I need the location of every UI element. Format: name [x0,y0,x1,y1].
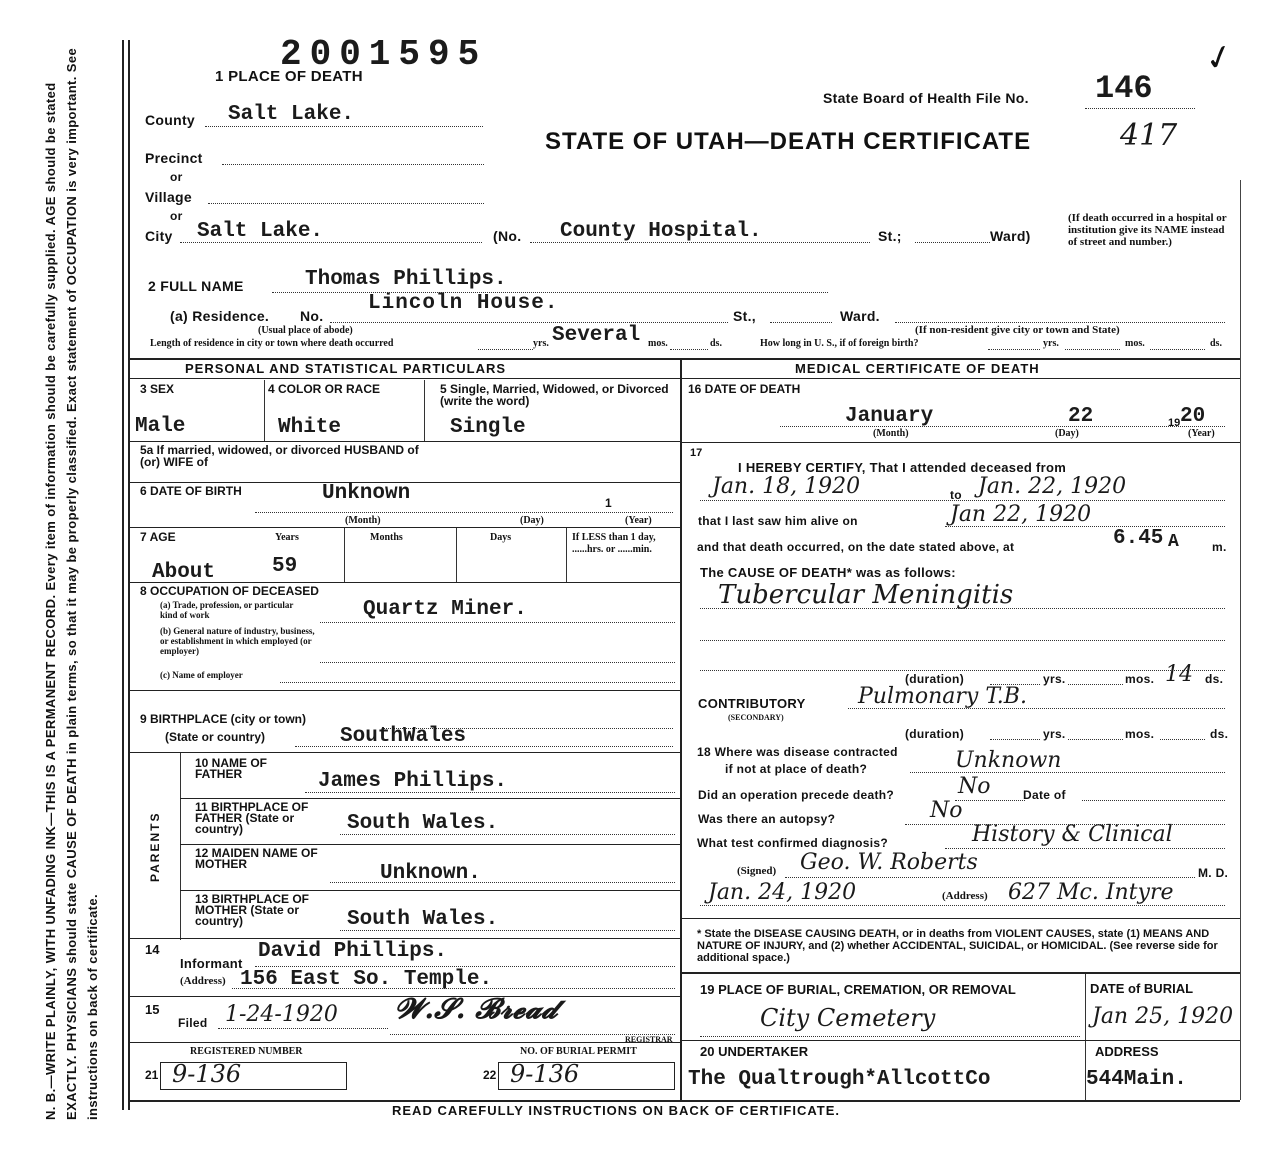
duration-mos-line [1068,684,1123,685]
age-label: 7 AGE [140,530,176,544]
row-line-9 [180,890,680,891]
father-birthplace-label: 11 BIRTHPLACE OF FATHER (State or country) [195,800,309,836]
permit-number-prefix: 22 [483,1068,497,1082]
county-line [205,126,483,127]
medical-section-title: MEDICAL CERTIFICATE OF DEATH [795,361,1040,376]
mother-birthplace-label: 13 BIRTHPLACE OF MOTHER (State or country) [195,892,310,928]
death-day-label: (Day) [1055,428,1079,439]
burial-place-line [700,1036,1080,1037]
filed-line [218,1028,388,1029]
residence-value: Lincoln House. [368,292,559,315]
dob-label: 6 DATE OF BIRTH [140,484,242,498]
village-label: Village [145,189,192,205]
occupation-a-label: (a) Trade, profession, or particular kind of work [160,600,294,620]
footer-top-line [130,1100,1240,1102]
birthplace-value: SouthWales [340,725,467,748]
ward-label: Ward) [990,228,1031,244]
num-17: 17 [690,447,703,459]
row-line-12 [130,1042,680,1043]
date-of-death-label: 16 DATE OF DEATH [688,382,801,396]
occupation-line [320,622,675,623]
marital-value: Single [450,416,526,439]
file-no-label: State Board of Health File No. [823,90,1029,106]
date-of-label: Date of [1023,788,1066,802]
row-line-10 [130,938,680,939]
duration2-yrs-line [990,739,1040,740]
usual-place-label: (Usual place of abode) [258,325,353,336]
row-line-1 [130,441,680,442]
death-day: 22 [1068,405,1094,428]
how-long-yrs-line [988,349,1040,350]
city-value: Salt Lake. [197,220,324,243]
race-label: 4 COLOR OR RACE [268,382,381,396]
dob-day-label: (Day) [520,515,544,526]
filed-date: 1-24-1920 [225,1002,338,1027]
father-name-label: 10 NAME OF FATHER [195,756,268,781]
physician-signature: Geo. W. Roberts [800,850,978,875]
undertaker-value: The Qualtrough*AllcottCo [688,1068,991,1091]
age-divider-1 [344,528,345,582]
secondary-label: (SECONDARY) [728,713,784,722]
occupation-b-line [320,662,675,663]
contracted-label-2: if not at place of death? [725,762,868,776]
sign-date: Jan. 24, 1920 [708,880,857,905]
duration-label: (duration) [905,672,964,686]
burial-permit-label: NO. OF BURIAL PERMIT [520,1046,637,1057]
parents-divider [180,753,181,940]
occupation-value: Quartz Miner. [363,598,527,621]
death-am-pm: A [1168,532,1179,552]
duration2-mos-line [1068,739,1123,740]
medical-row-line-1 [680,442,1240,443]
burial-date: Jan 25, 1920 [1092,1004,1234,1029]
attended-to: Jan. 22, 1920 [978,474,1127,499]
age-divider-3 [566,528,567,582]
contributory-label: CONTRIBUTORY [698,696,806,711]
contributory-value: Pulmonary T.B. [858,684,1027,709]
residence-line [330,322,728,323]
undertaker-address-label: ADDRESS [1095,1044,1159,1059]
date-of-burial-label: DATE of BURIAL [1090,981,1194,996]
signed-line [785,877,1195,878]
burial-place-label: 19 PLACE OF BURIAL, CREMATION, OR REMOVAL [700,982,1016,997]
cause-line-2 [700,640,1225,641]
row-line-5 [130,690,680,691]
length-yrs-line [478,349,533,350]
dob-line [255,512,673,513]
full-name-label: 2 FULL NAME [148,278,244,294]
last-saw-value: Jan 22, 1920 [950,502,1092,527]
precinct-line [222,164,484,165]
residence-st-label: St., [733,308,756,324]
row-line-8 [180,844,680,845]
length-mos-label: mos. [648,338,668,349]
section-header-line [130,378,1240,379]
undertaker-label: 20 UNDERTAKER [700,1044,809,1059]
or-label-2: or [170,209,183,223]
left-border-inner [128,40,130,1110]
registered-number-label: REGISTERED NUMBER [190,1046,303,1057]
father-birthplace-value: South Wales. [347,812,499,835]
informant-number: 14 [145,942,160,957]
margin-note: N. B.—WRITE PLAINLY, WITH UNFADING INK—THIS IS A PERMANENT RECORD. Every item of information should be carefully supplied. AGE should be stated EXACTLY. PHYSICIANS should state CAUSE OF DEATH in plain terms, so that it may be properly classified. Exact statement of OCCUPATION is very important. See instructions on back of certificate. [43,47,100,1120]
test-label: What test confirmed diagnosis? [697,836,889,850]
occupation-b-label: (b) General nature of industry, business, or establishment in which employed (or employer) [160,626,315,656]
duration2-ds-label: ds. [1210,727,1229,741]
city-label: City [145,228,173,244]
physician-address-label: (Address) [942,890,988,902]
row-line-4 [130,582,680,583]
test-line [945,848,1225,849]
footer-instructions: READ CAREFULLY INSTRUCTIONS ON BACK OF CERTIFICATE. [392,1103,840,1118]
length-yrs-label: yrs. [533,338,549,349]
birthplace-label: 9 BIRTHPLACE (city or town) [140,712,307,726]
mother-name-label: 12 MAIDEN NAME OF MOTHER [195,846,318,871]
medical-row-line-3 [680,972,1240,974]
hospital-note: (If death occurred in a hospital or institution give its NAME instead of street and number.) [1068,212,1227,248]
death-year: 20 [1180,405,1206,428]
filed-number: 15 [145,1002,160,1017]
residence-ward-line [770,322,832,323]
informant-line [255,966,675,967]
hospital-value: County Hospital. [560,220,762,243]
death-month-label: (Month) [873,428,909,439]
autopsy-label: Was there an autopsy? [698,812,836,826]
sex-race-divider [264,380,265,442]
village-line [208,203,484,204]
operation-value: No [958,774,991,799]
test-value: History & Clinical [972,822,1173,847]
date-of-line [1082,800,1225,801]
duration2-yrs-label: yrs. [1043,727,1066,741]
occupation-c-label: (c) Name of employer [160,670,243,680]
mother-name-value: Unknown. [380,862,481,885]
physician-address: 627 Mc. Intyre [1008,880,1174,905]
residence-ward-fill [895,322,1225,323]
occupation-label: 8 OCCUPATION OF DECEASED [140,584,319,598]
nonresident-note: (If non-resident give city or town and State) [915,324,1120,336]
residence-label: (a) Residence. [170,308,270,324]
death-occurred-label: and that death occurred, on the date stated above, at [697,540,1015,554]
dob-value: Unknown [322,482,411,505]
death-year-label: (Year) [1188,428,1215,439]
sign-date-line [700,905,1225,906]
occupation-c-line [280,682,675,683]
precinct-label: Precinct [145,150,203,166]
cause-line-1 [700,608,1225,609]
residence-ward-label: Ward. [840,308,880,324]
personal-section-title: PERSONAL AND STATISTICAL PARTICULARS [185,361,507,376]
informant-value: David Phillips. [258,940,448,963]
county-value: Salt Lake. [228,103,355,126]
spouse-label: 5a If married, widowed, or divorced HUSBAND of (or) WIFE of [140,443,419,469]
parents-label: PARENTS [148,811,162,882]
certificate-number: 2001595 [280,34,488,75]
length-ds-label: ds. [710,338,722,349]
or-label: or [170,170,183,184]
dob-month-label: (Month) [345,515,381,526]
death-m-label: m. [1212,540,1227,554]
file-no-line [1085,108,1195,109]
age-days-label: Days [490,532,512,543]
burial-place-value: City Cemetery [760,1004,936,1032]
age-years-value: 59 [272,555,298,578]
age-years-label: Years [275,532,299,543]
registrar-signature: 𝓦.𝓢. 𝓑𝓻𝓮𝓪𝓭 [395,992,558,1025]
row-line-6 [130,752,680,753]
residence-no-label: No. [300,308,324,324]
duration2-mos-label: mos. [1125,727,1155,741]
contracted-value: Unknown [955,748,1062,773]
length-residence-label: Length of residence in city or town where death occurred [150,338,394,349]
certify-text: I HEREBY CERTIFY, That I attended deceased from [738,460,1067,475]
autopsy-value: No [930,798,963,823]
file-number-extra: 417 [1120,118,1178,153]
how-long-ds-line [1150,349,1205,350]
operation-line [955,800,1025,801]
dob-year-prefix: 1 [605,496,612,510]
death-time: 6.45 [1113,527,1164,550]
operation-label: Did an operation precede death? [698,788,894,802]
sex-label: 3 SEX [140,382,175,396]
street-no-label: (No. [493,228,522,244]
how-long-label: How long in U. S., if of foreign birth? [760,338,919,349]
undertaker-address: 544Main. [1086,1068,1187,1091]
informant-label: Informant [180,956,243,971]
last-saw-label: that I last saw him alive on [698,514,858,528]
birthplace-state-label: (State or country) [165,730,266,744]
father-name-value: James Phillips. [318,770,508,793]
registrar-label: REGISTRAR [625,1035,673,1044]
death-month: January [845,405,934,428]
duration-mos-label: mos. [1125,672,1155,686]
duration-yrs-label: yrs. [1043,672,1066,686]
section-top-line [130,358,1240,360]
to-label: to [950,488,962,502]
medical-row-line-4 [680,1040,1240,1041]
section-divider [680,358,682,1100]
right-border [1240,180,1241,1100]
row-line-3 [130,527,680,528]
file-number: 146 [1095,70,1153,107]
burial-permit-value: 9-136 [510,1060,580,1088]
marital-label: 5 Single, Married, Widowed, or Divorced (write the word) [440,382,669,408]
informant-address-value: 156 East So. Temple. [240,968,493,991]
age-months-label: Months [370,532,403,543]
reg-number-prefix: 21 [145,1068,159,1082]
race-marital-divider [424,380,425,442]
row-line-7 [180,798,680,799]
county-label: County [145,112,196,128]
duration-days: 14 [1165,662,1193,687]
duration2-ds-line [1160,739,1205,740]
duration-ds-label: ds. [1205,672,1224,686]
st-label: St.; [878,228,902,244]
full-name-value: Thomas Phillips. [305,268,507,291]
left-border [122,40,124,1110]
sex-value: Male [135,415,186,438]
ward-line [915,242,990,243]
registered-number-value: 9-136 [172,1060,242,1088]
dob-year-label: (Year) [625,515,652,526]
death-year-prefix: 19 [1168,417,1181,429]
filed-label: Filed [178,1016,208,1030]
mother-birthplace-value: South Wales. [347,908,499,931]
less-than-label: If LESS than 1 day, ......hrs. or ......min. [572,532,656,555]
race-value: White [278,416,342,439]
duration-label-2: (duration) [905,727,964,741]
signed-label: (Signed) [737,865,777,877]
age-divider-2 [456,528,457,582]
cause-of-death-value: Tubercular Meningitis [718,580,1014,610]
attended-from: Jan. 18, 1920 [712,474,861,499]
cause-of-death-label: The CAUSE OF DEATH* was as follows: [700,565,956,580]
length-mos-line [670,349,708,350]
informant-address-label: (Address) [180,975,226,987]
md-label: M. D. [1198,866,1229,880]
how-long-yrs-label: yrs. [1043,338,1059,349]
length-value: Several [552,324,641,347]
cause-line-3 [700,670,1225,671]
footnote: * State the DISEASE CAUSING DEATH, or in deaths from VIOLENT CAUSES, state (1) MEANS AND NATURE OF INJURY, and (2) whether ACCIDENTAL, SUICIDAL, or HOMICIDAL. (See reverse side for additional space.) [697,928,1218,964]
age-prefix: About [152,561,216,584]
check-mark-icon: ✓ [1200,35,1238,81]
contracted-label: 18 Where was disease contracted [697,745,898,759]
medical-row-line-2 [680,918,1240,919]
how-long-mos-line [1065,349,1120,350]
how-long-mos-label: mos. [1125,338,1145,349]
place-of-death-label: 1 PLACE OF DEATH [215,68,363,85]
certificate-title: STATE OF UTAH—DEATH CERTIFICATE [545,128,1032,155]
attended-line [700,500,1225,501]
how-long-ds-label: ds. [1210,338,1222,349]
